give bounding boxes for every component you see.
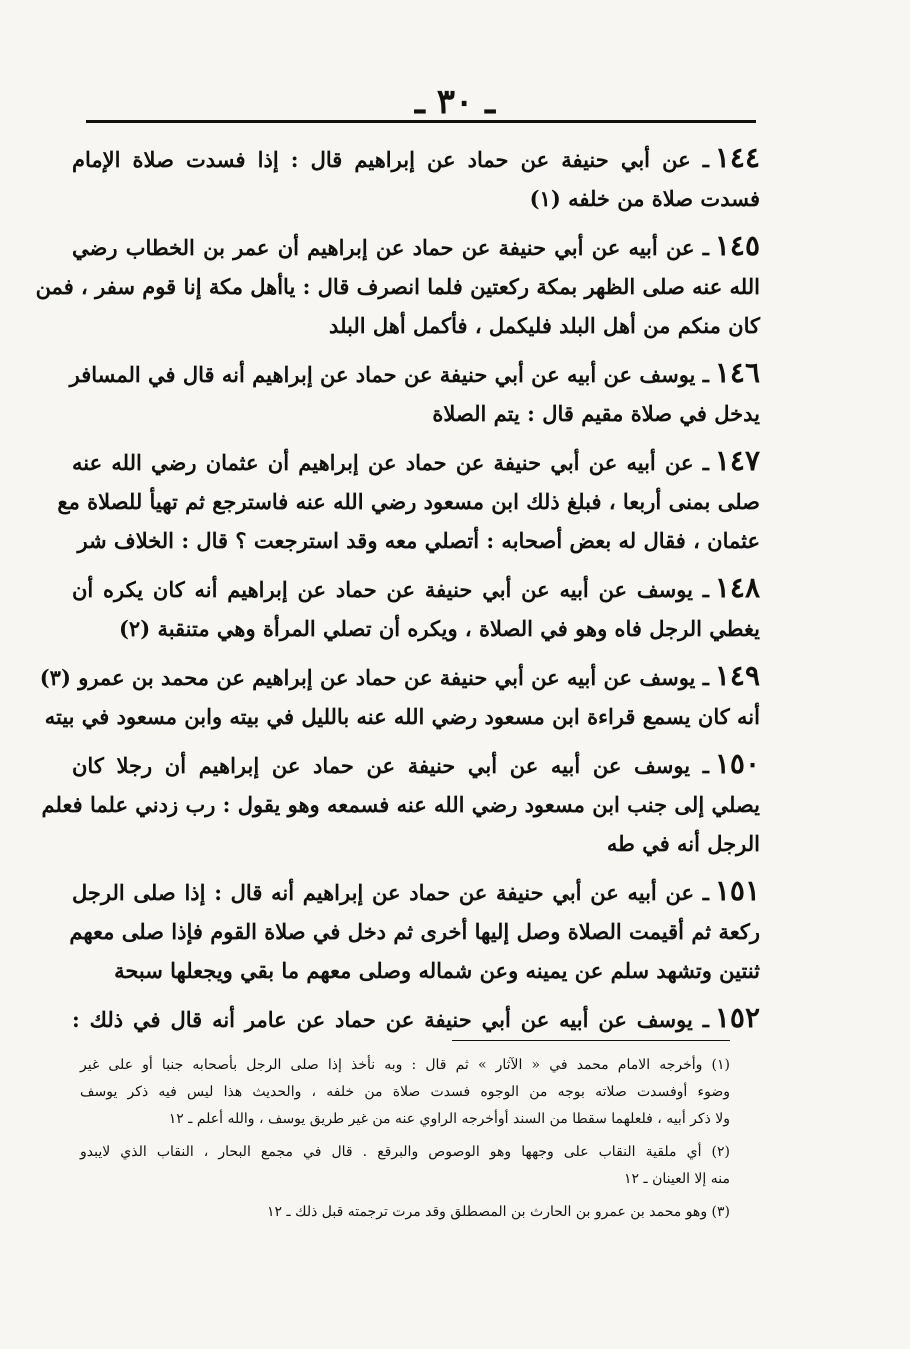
text-line: عثمان ، فقال له بعض أصحابه : أتصلي معه وقد استرجعت ؟ قال : الخلاف شر — [77, 528, 760, 553]
hadith-number: ١٤٥ — [714, 229, 760, 262]
paragraph-152 — [72, 998, 760, 1039]
header-rule — [86, 120, 756, 123]
paragraph-145 — [35, 226, 760, 345]
text-line: ١٤٤ـ عن أبي حنيفة عن حماد عن إبراهيم قال : إذا فسدت صلاة الإمام — [72, 141, 760, 174]
text-line: ١٤٦ـ يوسف عن أبيه عن أبي حنيفة عن حماد عن إبراهيم أنه قال في المسافر — [69, 356, 760, 389]
footnotes — [80, 1052, 730, 1232]
text-line: أنه كان يسمع قراءة ابن مسعود رضي الله عنه بالليل في بيته وابن مسعود في بيته — [44, 704, 760, 729]
text-line: يغطي الرجل فاه وهو في الصلاة ، ويكره أن تصلي المرأة وهي متنقبة (٢) — [118, 616, 760, 641]
text-line: ١٤٥ـ عن أبيه عن أبي حنيفة عن حماد عن إبراهيم أن عمر بن الخطاب رضي — [72, 229, 760, 262]
hadith-number: ١٤٤ — [714, 141, 760, 174]
footnote-2 — [80, 1139, 730, 1193]
hadith-number: ١٥١ — [714, 874, 760, 907]
text-line: الرجل أنه في طه — [606, 831, 760, 856]
text-line: فسدت صلاة من خلفه (١) — [529, 186, 760, 211]
page-number: ـ ٣٠ ـ — [414, 82, 496, 122]
footnote-3 — [80, 1199, 730, 1226]
text-line: ركعة ثم أقيمت الصلاة وصل إليها أخرى ثم دخل في صلاة القوم فإذا صلى معهم — [69, 919, 760, 944]
text-line: يصلي إلى جنب ابن مسعود رضي الله عنه فسمعه وهو يقول : رب زدني علما فعلم — [41, 792, 760, 817]
paragraph-150 — [41, 744, 760, 863]
text-line: يدخل في صلاة مقيم قال : يتم الصلاة — [432, 401, 760, 426]
paragraph-144 — [72, 138, 760, 218]
hadith-number: ١٤٦ — [714, 356, 760, 389]
footnote-line: (٣) وهو محمد بن عمرو بن الحارث بن المصطلق وقد مرت ترجمته قبل ذلك ـ ١٢ — [266, 1204, 730, 1220]
hadith-number: ١٤٩ — [714, 659, 760, 692]
footnote-line: (٢) أي ملقية النقاب على وجهها وهو الوصوص والبرقع . قال في مجمع البحار ، النقاب الذي لايبدو — [80, 1144, 730, 1160]
footnote-line: وضوء أوفسدت صلاته بوجه من الوجوه فسدت صلاة من خلفه ، والحديث هذا ليس فيه ذكر يوسف — [80, 1084, 730, 1100]
text-line: ١٥١ـ عن أبيه عن أبي حنيفة عن حماد عن إبراهيم أنه قال : إذا صلى الرجل — [72, 874, 760, 907]
hadith-number: ١٥٢ — [714, 1001, 760, 1034]
text-line: الله عنه صلى الظهر بمكة ركعتين فلما انصرف قال : ياأهل مكة إنا قوم سفر ، فمن — [35, 274, 760, 299]
footnote-1 — [80, 1052, 730, 1133]
text-line: ١٤٩ـ يوسف عن أبيه عن أبي حنيفة عن حماد عن إبراهيم عن محمد بن عمرو (٣) — [39, 659, 760, 692]
hadith-number: ١٥٠ — [714, 747, 760, 780]
text-line: ١٥٢ـ يوسف عن أبيه عن أبي حنيفة عن حماد عن عامر أنه قال في ذلك : — [72, 1001, 760, 1034]
hadith-number: ١٤٨ — [714, 571, 760, 604]
paragraph-146 — [69, 353, 760, 433]
paragraph-147 — [57, 441, 760, 560]
paragraph-148 — [72, 568, 760, 648]
footnote-rule — [452, 1040, 730, 1041]
paragraph-149 — [39, 656, 760, 736]
text-line: كان منكم من أهل البلد فليكمل ، فأكمل أهل البلد — [329, 313, 760, 338]
footnote-line: ولا ذكر أبيه ، فلعلهما سقطا من السند أوأخرجه الراوي عنه من غير طريق يوسف ، والله أعلم ـ ١٢ — [168, 1111, 730, 1127]
paragraph-151 — [69, 871, 760, 990]
main-text — [35, 138, 760, 1047]
text-line: ثنتين وتشهد سلم عن يمينه وعن شماله وصلى معهم ما بقي ويجعلها سبحة — [114, 958, 760, 983]
text-line: ١٥٠ـ يوسف عن أبيه عن أبي حنيفة عن حماد عن إبراهيم أن رجلا كان — [72, 747, 760, 780]
text-line: صلى بمنى أربعا ، فبلغ ذلك ابن مسعود رضي الله عنه فاسترجع ثم تهيأ للصلاة مع — [57, 489, 760, 514]
text-line: ١٤٧ـ عن أبيه عن أبي حنيفة عن حماد عن إبراهيم أن عثمان رضي الله عنه — [72, 444, 760, 477]
hadith-number: ١٤٧ — [714, 444, 760, 477]
footnote-line: منه إلا العينان ـ ١٢ — [624, 1171, 730, 1187]
text-line: ١٤٨ـ يوسف عن أبيه عن أبي حنيفة عن حماد عن إبراهيم أنه كان يكره أن — [72, 571, 760, 604]
footnote-line: (١) وأخرجه الامام محمد في « الآثار » ثم قال : وبه نأخذ إذا صلى الرجل بأصحابه جنبا أو على غير — [80, 1057, 730, 1073]
